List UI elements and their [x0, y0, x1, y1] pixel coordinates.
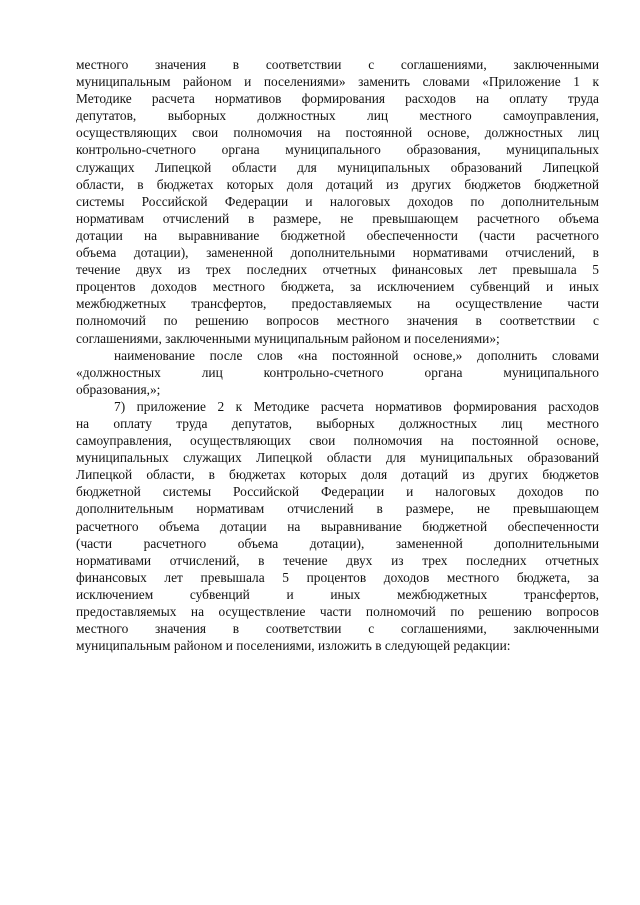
text-line: исключением субвенций и иных межбюджетных трансфертов, — [76, 586, 599, 602]
text-line: соглашениями, заключенными муниципальным районом и поселениями»; — [76, 330, 500, 346]
text-line: осуществляющих свои полномочия на постоянной основе, должностных лиц — [76, 125, 599, 141]
text-line: образования,»; — [76, 381, 161, 397]
text-line: контрольно-счетного органа муниципального образования, муниципальных — [76, 142, 599, 158]
text-line: муниципальных служащих Липецкой области для муниципальных образований — [76, 450, 599, 466]
text-line: 7) приложение 2 к Методике расчета нормативов формирования расходов — [114, 398, 599, 414]
paragraph-3 — [76, 398, 599, 654]
paragraph-1 — [76, 56, 599, 347]
text-line: полномочий по решению вопросов местного значения в соответствии с — [76, 313, 599, 329]
text-line: местного значения в соответствии с соглашениями, заключенными — [76, 57, 599, 72]
text-line: предоставляемых на осуществление части полномочий по решению вопросов — [76, 604, 599, 619]
text-line: дотации на выравнивание бюджетной обеспеченности (части расчетного — [76, 227, 599, 243]
text-line: области, в бюджетах которых доля дотаций из других бюджетов бюджетной — [76, 176, 599, 192]
text-line: «должностных лиц контрольно-счетного органа муниципального — [76, 364, 599, 380]
text-line: служащих Липецкой области для муниципальных образований Липецкой — [76, 159, 599, 175]
text-line: самоуправления, осуществляющих свои полномочия на постоянной основе, — [76, 433, 599, 449]
paragraph-2 — [76, 347, 599, 398]
text-line: дополнительным нормативам отчислений в размере, не превышающем — [76, 501, 599, 517]
text-line: нормативами отчислений, в течение двух из трех последних отчетных — [76, 552, 599, 568]
text-line: нормативам отчислений в размере, не превышающем расчетного объема — [76, 210, 599, 226]
text-line: процентов доходов местного бюджета, за исключением субвенций и иных — [76, 279, 599, 295]
text-line: расчетного объема дотации на выравнивание бюджетной обеспеченности — [76, 518, 599, 534]
text-line: (части расчетного объема дотации), замененной дополнительными — [76, 535, 599, 551]
text-line: финансовых лет превышала 5 процентов доходов местного бюджета, за — [76, 569, 599, 585]
text-line: местного значения в соответствии с соглашениями, заключенными — [76, 621, 599, 637]
text-line: наименование после слов «на постоянной основе,» дополнить словами — [114, 347, 599, 363]
text-line: системы Российской Федерации и налоговых доходов по дополнительным — [76, 193, 599, 209]
text-line: течение двух из трех последних отчетных финансовых лет превышала 5 — [76, 262, 599, 278]
text-line: муниципальным районом и поселениями, изложить в следующей редакции: — [76, 638, 511, 654]
text-line: депутатов, выборных должностных лиц местного самоуправления, — [76, 108, 599, 124]
text-line: на оплату труда депутатов, выборных должностных лиц местного — [76, 415, 599, 431]
text-line: объема дотации), замененной дополнительными нормативами отчислений, в — [76, 245, 599, 261]
text-line: Липецкой области, в бюджетах которых доля дотаций из других бюджетов — [76, 467, 599, 483]
text-line: бюджетной системы Российской Федерации и налоговых доходов по — [76, 484, 599, 500]
document-page — [76, 56, 599, 654]
text-line: Методике расчета нормативов формирования расходов на оплату труда — [76, 91, 599, 107]
text-line: муниципальным районом и поселениями» заменить словами «Приложение 1 к — [76, 74, 599, 90]
text-line: межбюджетных трансфертов, предоставляемых на осуществление части — [76, 296, 599, 312]
